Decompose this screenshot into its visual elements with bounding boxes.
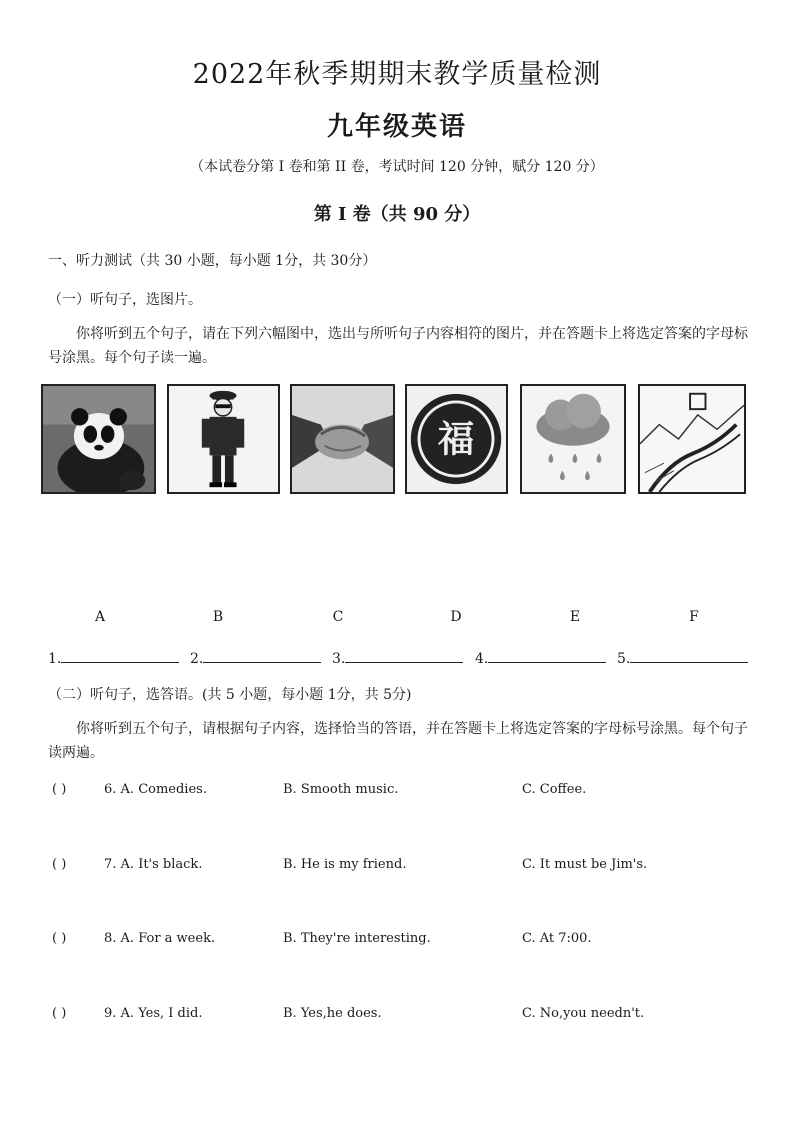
blank-label: 3. bbox=[332, 651, 346, 667]
answer-paren[interactable]: ( ) bbox=[52, 782, 67, 797]
question-8-option-b: B. They're interesting. bbox=[283, 931, 431, 946]
question-9-option-b: B. Yes,he does. bbox=[283, 1006, 382, 1021]
handshake-icon bbox=[292, 386, 393, 492]
exam-note: （本试卷分第 I 卷和第 II 卷，考试时间 120 分钟，赋分 120 分） bbox=[190, 159, 604, 175]
question-6-option-a: 6. A. Comedies. bbox=[104, 782, 207, 797]
part1-instructions: 你将听到五个句子，请在下列六幅图中，选出与所听句子内容相符的图片，并在答题卡上将选定答案的字母标号涂黑。每个句子读一遍。 bbox=[48, 326, 748, 366]
question-9-option-c: C. No,you needn't. bbox=[522, 1006, 645, 1021]
answer-paren[interactable]: ( ) bbox=[52, 1006, 67, 1021]
picture-d bbox=[405, 384, 508, 494]
picture-f bbox=[638, 384, 746, 494]
blank-label: 4. bbox=[475, 651, 489, 667]
blank-label: 5. bbox=[617, 651, 631, 667]
panda-photo-icon bbox=[43, 386, 154, 492]
answer-blank-5[interactable] bbox=[617, 648, 748, 667]
question-9-option-a: 9. A. Yes, I did. bbox=[104, 1006, 203, 1021]
question-8-option-c: C. At 7:00. bbox=[522, 931, 592, 946]
section-heading: 一、听力测试（共 30 小题，每小题 1分，共 30分） bbox=[48, 253, 377, 269]
part2-heading: （二）听句子，选答语。(共 5 小题，每小题 1分，共 5分) bbox=[48, 687, 412, 703]
blank-label: 1. bbox=[48, 651, 62, 667]
question-7-option-c: C. It must be Jim's. bbox=[522, 857, 648, 872]
part2-instructions: 你将听到五个句子，请根据句子内容，选择恰当的答语，并在答题卡上将选定答案的字母标号涂黑。每个句子读两遍。 bbox=[48, 721, 748, 761]
answer-blank-4[interactable] bbox=[475, 648, 606, 667]
answer-blank-3[interactable] bbox=[332, 648, 463, 667]
picture-letter-b: B bbox=[212, 609, 224, 625]
picture-letter-c: C bbox=[332, 609, 344, 625]
answer-paren[interactable]: ( ) bbox=[52, 931, 67, 946]
picture-e bbox=[520, 384, 626, 494]
picture-letter-f: F bbox=[689, 609, 699, 625]
subject-title: 九年级英语 bbox=[326, 112, 467, 142]
exam-title: 2022年秋季期期末教学质量检测 bbox=[192, 59, 602, 90]
great-wall-icon bbox=[640, 386, 744, 492]
picture-letter-d: D bbox=[450, 609, 462, 625]
volume-heading: 第 I 卷（共 90 分） bbox=[313, 204, 481, 225]
question-7-option-a: 7. A. It's black. bbox=[104, 857, 203, 872]
part1-heading: （一）听句子，选图片。 bbox=[48, 292, 202, 308]
answer-blank-2[interactable] bbox=[190, 648, 321, 667]
rain-cloud-icon bbox=[522, 386, 624, 492]
question-7-option-b: B. He is my friend. bbox=[283, 857, 407, 872]
fu-papercut-icon bbox=[407, 386, 506, 492]
answer-blank-1[interactable] bbox=[48, 648, 179, 667]
question-6-option-c: C. Coffee. bbox=[522, 782, 587, 797]
picture-letter-e: E bbox=[569, 609, 581, 625]
picture-letter-a: A bbox=[94, 609, 106, 625]
svg-text:福: 福 bbox=[437, 417, 475, 461]
police-officer-icon bbox=[169, 386, 278, 492]
picture-b bbox=[167, 384, 280, 494]
answer-paren[interactable]: ( ) bbox=[52, 857, 67, 872]
picture-c bbox=[290, 384, 395, 494]
picture-a bbox=[41, 384, 156, 494]
blank-label: 2. bbox=[190, 651, 204, 667]
question-8-option-a: 8. A. For a week. bbox=[104, 931, 216, 946]
question-6-option-b: B. Smooth music. bbox=[283, 782, 399, 797]
